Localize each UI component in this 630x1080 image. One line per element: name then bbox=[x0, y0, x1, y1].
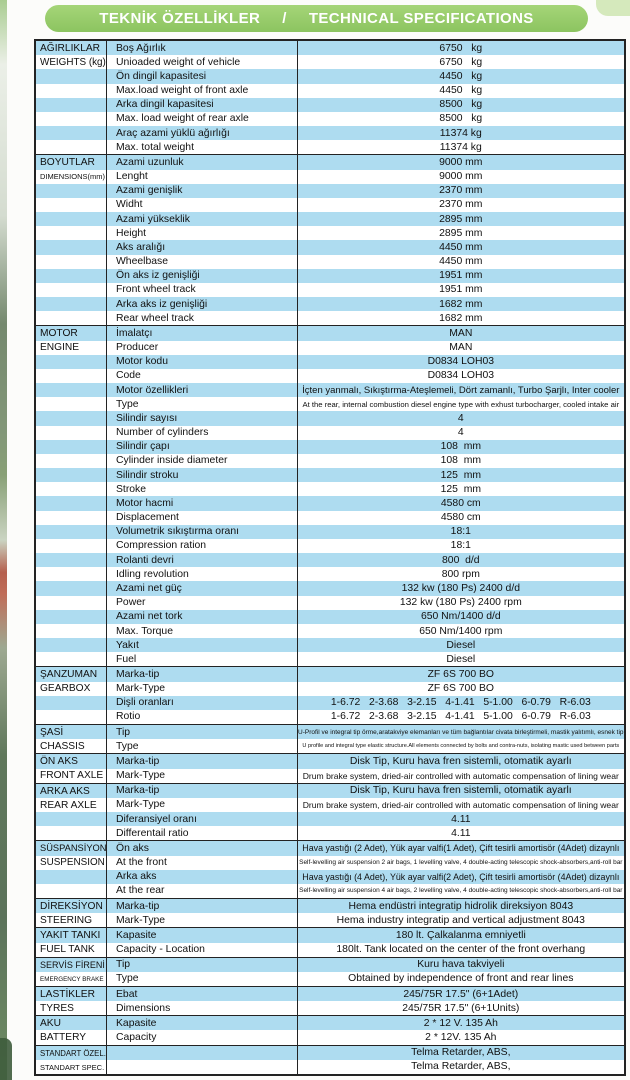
category-name-turkish: ŞASİ bbox=[40, 727, 64, 738]
spec-row bbox=[36, 784, 624, 798]
section-rows bbox=[36, 958, 624, 986]
parameter-cell: Max. Torque bbox=[106, 624, 298, 638]
parameter-cell: Kapasite bbox=[106, 928, 298, 942]
value-cell: ZF 6S 700 BO bbox=[427, 683, 494, 695]
scan-edge-artifact bbox=[0, 0, 7, 1080]
parameter-cell: Rolanti devri bbox=[106, 553, 298, 567]
spec-row bbox=[36, 553, 624, 567]
parameter-cell: Kapasite bbox=[106, 1016, 298, 1030]
value-cell: 2370 mm bbox=[439, 199, 483, 211]
parameter-cell: Marka-tip bbox=[106, 667, 298, 681]
parameter-cell bbox=[106, 1060, 298, 1074]
value-cell: 125 mm bbox=[440, 469, 481, 481]
parameter-cell: Volumetrik sıkıştırma oranı bbox=[106, 525, 298, 539]
spec-row bbox=[36, 140, 624, 154]
spec-row bbox=[36, 1016, 624, 1030]
value-cell: ZF 6S 700 BO bbox=[427, 668, 494, 680]
section-rows bbox=[36, 841, 624, 898]
value-cell: 800 d/d bbox=[442, 554, 480, 566]
spec-row bbox=[36, 987, 624, 1001]
value-cell: 18:1 bbox=[450, 540, 471, 552]
parameter-cell: Azami uzunluk bbox=[106, 155, 298, 169]
spec-row bbox=[36, 812, 624, 826]
category-name-turkish: STANDART ÖZEL. bbox=[40, 1048, 106, 1058]
parameter-cell: Dişli oranları bbox=[106, 696, 298, 710]
value-cell: 650 Nm/1400 rpm bbox=[419, 625, 503, 637]
parameter-cell: Mark-Type bbox=[106, 913, 298, 927]
spec-section bbox=[36, 325, 624, 666]
category-cell bbox=[36, 725, 106, 754]
value-cell: 2370 mm bbox=[439, 185, 483, 197]
value-cell: U-Profil ve integral tip örme,aratakviye elemanları ve tüm bağlantılar civata birleştirmeli, mastik yalıtımlı, esnek tip bbox=[298, 728, 624, 736]
value-cell: 245/75R 17.5" (6+1Units) bbox=[402, 1002, 520, 1014]
value-cell: Self-levelling air suspension 4 air bags, 2 levelling valve, 4 double-acting telescopic shock-absorbers,anti-roll bar bbox=[299, 887, 623, 895]
category-name-turkish: MOTOR bbox=[40, 328, 78, 340]
value-cell: 4450 kg bbox=[439, 85, 483, 97]
spec-row bbox=[36, 539, 624, 553]
spec-row bbox=[36, 739, 624, 753]
spec-row bbox=[36, 667, 624, 681]
spec-row bbox=[36, 468, 624, 482]
category-name-turkish: ARKA AKS bbox=[40, 785, 90, 797]
spec-row bbox=[36, 55, 624, 69]
spec-row bbox=[36, 682, 624, 696]
category-name-turkish: BOYUTLAR bbox=[40, 157, 95, 169]
category-cell bbox=[36, 41, 106, 70]
value-cell: 1682 mm bbox=[439, 298, 483, 310]
spec-row bbox=[36, 269, 624, 283]
category-cell bbox=[36, 1046, 106, 1075]
value-cell: Hema endüstri integratip hidrolik direksiyon 8043 bbox=[348, 900, 574, 912]
spec-row bbox=[36, 710, 624, 724]
value-cell: 125 mm bbox=[440, 483, 481, 495]
parameter-cell: Marka-tip bbox=[106, 899, 298, 913]
section-rows bbox=[36, 725, 624, 753]
parameter-cell: Producer bbox=[106, 341, 298, 355]
value-cell: Kuru hava takviyeli bbox=[417, 959, 505, 971]
spec-row bbox=[36, 496, 624, 510]
category-name-english: CHASSIS bbox=[40, 740, 85, 752]
value-cell: 9000 mm bbox=[439, 171, 483, 183]
value-cell: 11374 kg bbox=[439, 127, 482, 139]
spec-section bbox=[36, 666, 624, 724]
category-cell bbox=[36, 958, 106, 987]
category-name-english: STEERING bbox=[40, 914, 93, 926]
category-name-english: STANDART SPEC. bbox=[40, 1062, 105, 1072]
spec-section bbox=[36, 840, 624, 898]
spec-row bbox=[36, 426, 624, 440]
spec-row bbox=[36, 610, 624, 624]
spec-row bbox=[36, 212, 624, 226]
parameter-cell: Lenght bbox=[106, 170, 298, 184]
value-cell: Disk Tip, Kuru hava fren sistemli, otomatik ayarlı bbox=[349, 755, 572, 767]
spec-row bbox=[36, 913, 624, 927]
spec-row bbox=[36, 826, 624, 840]
parameter-cell: İmalatçı bbox=[106, 326, 298, 340]
value-cell: 2 * 12V. 135 Ah bbox=[425, 1032, 497, 1044]
value-cell: 4580 cm bbox=[440, 512, 481, 524]
spec-row bbox=[36, 69, 624, 83]
spec-row bbox=[36, 525, 624, 539]
value-cell: MAN bbox=[449, 342, 473, 354]
spec-row bbox=[36, 126, 624, 140]
parameter-cell: Silindir çapı bbox=[106, 440, 298, 454]
value-cell: MAN bbox=[449, 327, 473, 339]
value-cell: Drum brake system, dried-air controlled with automatic compensation of lining wear bbox=[302, 799, 619, 810]
value-cell: Hema industry integratip and vertical adjustment 8043 bbox=[336, 914, 585, 926]
parameter-cell: Ön aks iz genişliği bbox=[106, 269, 298, 283]
spec-section bbox=[36, 898, 624, 927]
value-cell: İçten yanmalı, Sıkıştırma-Ateşlemeli, Dört zamanlı, Turbo Şarjlı, Inter cooler bbox=[302, 384, 620, 396]
category-cell bbox=[36, 754, 106, 783]
parameter-cell: Fuel bbox=[106, 652, 298, 666]
value-cell: 800 rpm bbox=[441, 568, 480, 580]
section-rows bbox=[36, 1016, 624, 1044]
parameter-cell: At the rear bbox=[106, 884, 298, 898]
value-cell: 18:1 bbox=[450, 526, 471, 538]
category-name-turkish: SERVİS FİRENİ bbox=[40, 959, 105, 970]
parameter-cell bbox=[106, 1046, 298, 1060]
value-cell: 4450 mm bbox=[439, 256, 483, 268]
category-name-turkish: AĞIRLIKLAR bbox=[40, 43, 101, 54]
value-cell: 11374 kg bbox=[439, 141, 482, 153]
parameter-cell: Azami net tork bbox=[106, 610, 298, 624]
spec-row bbox=[36, 884, 624, 898]
category-name-english: GEARBOX bbox=[40, 683, 91, 695]
value-cell: 180lt. Tank located on the center of the front overhang bbox=[336, 944, 586, 956]
category-cell bbox=[36, 667, 106, 696]
value-cell: Drum brake system, dried-air controlled with automatic compensation of lining wear bbox=[302, 770, 619, 781]
category-cell bbox=[36, 841, 106, 870]
value-cell: 1-6.72 2-3.68 3-2.15 4-1.41 5-1.00 6-0.79 R-6.03 bbox=[330, 697, 591, 709]
spec-row bbox=[36, 326, 624, 340]
spec-row bbox=[36, 482, 624, 496]
value-cell: 4 bbox=[457, 427, 464, 439]
spec-row bbox=[36, 184, 624, 198]
section-rows bbox=[36, 155, 624, 325]
parameter-cell: Idling revolution bbox=[106, 567, 298, 581]
section-rows bbox=[36, 754, 624, 782]
value-cell: Disk Tip, Kuru hava fren sistemli, otomatik ayarlı bbox=[349, 785, 572, 797]
spec-section bbox=[36, 154, 624, 325]
value-cell: 108 mm bbox=[440, 441, 481, 453]
parameter-cell: Arka aks bbox=[106, 870, 298, 884]
value-cell: 4 bbox=[457, 412, 464, 424]
spec-row bbox=[36, 383, 624, 397]
value-cell: Hava yastığı (2 Adet), Yük ayar valfi(1 Adet), Çift tesirli amortisör (4Adet) dizaynlı bbox=[302, 843, 620, 854]
parameter-cell: Tip bbox=[106, 958, 298, 972]
parameter-cell: Yakıt bbox=[106, 638, 298, 652]
parameter-cell: Wheelbase bbox=[106, 255, 298, 269]
category-cell bbox=[36, 155, 106, 184]
parameter-cell: Aks aralığı bbox=[106, 240, 298, 254]
parameter-cell: Motor kodu bbox=[106, 355, 298, 369]
section-rows bbox=[36, 41, 624, 154]
spec-row bbox=[36, 972, 624, 986]
parameter-cell: Motor özellikleri bbox=[106, 383, 298, 397]
value-cell: 4450 mm bbox=[439, 241, 483, 253]
category-name-english: BATTERY bbox=[40, 1032, 87, 1044]
parameter-cell: Diferansiyel oranı bbox=[106, 812, 298, 826]
spec-row bbox=[36, 397, 624, 411]
parameter-cell: Max. total weight bbox=[106, 140, 298, 154]
spec-row bbox=[36, 870, 624, 884]
spec-row bbox=[36, 596, 624, 610]
spec-row bbox=[36, 98, 624, 112]
category-name-turkish: YAKIT TANKI bbox=[40, 930, 101, 942]
spec-row bbox=[36, 696, 624, 710]
parameter-cell: Stroke bbox=[106, 482, 298, 496]
spec-row bbox=[36, 1001, 624, 1015]
parameter-cell: Arka aks iz genişliği bbox=[106, 297, 298, 311]
parameter-cell: Power bbox=[106, 596, 298, 610]
spec-row bbox=[36, 581, 624, 595]
parameter-cell: Silindir sayısı bbox=[106, 411, 298, 425]
parameter-cell: Type bbox=[106, 739, 298, 753]
parameter-cell: Dimensions bbox=[106, 1001, 298, 1015]
value-cell: 8500 kg bbox=[439, 99, 483, 111]
spec-row bbox=[36, 240, 624, 254]
spec-row bbox=[36, 899, 624, 913]
title-separator: / bbox=[282, 10, 287, 27]
parameter-cell: Azami yükseklik bbox=[106, 212, 298, 226]
category-cell bbox=[36, 987, 106, 1016]
parameter-cell: Front wheel track bbox=[106, 283, 298, 297]
spec-row bbox=[36, 1060, 624, 1074]
value-cell: 1682 mm bbox=[439, 312, 483, 324]
spec-row bbox=[36, 454, 624, 468]
category-name-english: REAR AXLE bbox=[40, 799, 97, 811]
category-name-english: SUSPENSION bbox=[40, 857, 105, 869]
parameter-cell: Marka-tip bbox=[106, 784, 298, 798]
category-name-turkish: ŞANZUMAN bbox=[40, 669, 98, 681]
spec-section bbox=[36, 927, 624, 956]
title-turkish: TEKNİK ÖZELLİKLER bbox=[99, 10, 261, 27]
section-rows bbox=[36, 784, 624, 841]
value-cell: 4450 kg bbox=[439, 70, 483, 82]
spec-row bbox=[36, 943, 624, 957]
parameter-cell: Code bbox=[106, 369, 298, 383]
spec-row bbox=[36, 1030, 624, 1044]
parameter-cell: Rotio bbox=[106, 710, 298, 724]
category-name-turkish: ÖN AKS bbox=[40, 756, 78, 768]
category-cell bbox=[36, 899, 106, 928]
parameter-cell: Araç azami yüklü ağırlığı bbox=[106, 126, 298, 140]
spec-row bbox=[36, 440, 624, 454]
parameter-cell: Height bbox=[106, 226, 298, 240]
spec-row bbox=[36, 638, 624, 652]
parameter-cell: Widht bbox=[106, 198, 298, 212]
value-cell: U profile and integral type elastic structure.All elements connected by bolts and contra-nuts, isolating mastic used between parts bbox=[302, 743, 620, 750]
spec-row bbox=[36, 311, 624, 325]
category-name-english: DIMENSIONS(mm) bbox=[40, 172, 105, 182]
value-cell: 2 * 12 V. 135 Ah bbox=[423, 1017, 498, 1029]
category-name-english: EMERGENCY BRAKE bbox=[40, 975, 104, 983]
section-rows bbox=[36, 928, 624, 956]
value-cell: 1951 mm bbox=[439, 284, 483, 296]
spec-section bbox=[36, 724, 624, 753]
spec-section bbox=[36, 41, 624, 154]
spec-row bbox=[36, 928, 624, 942]
spec-row bbox=[36, 725, 624, 739]
parameter-cell: Ön aks bbox=[106, 841, 298, 855]
parameter-cell: Capacity - Location bbox=[106, 943, 298, 957]
section-rows bbox=[36, 1046, 624, 1074]
parameter-cell: Ön dingil kapasitesi bbox=[106, 69, 298, 83]
value-cell: 132 kw (180 Ps) 2400 d/d bbox=[401, 583, 520, 594]
spec-row bbox=[36, 511, 624, 525]
spec-row bbox=[36, 841, 624, 855]
title-banner bbox=[45, 5, 588, 32]
spec-section bbox=[36, 753, 624, 782]
parameter-cell: At the front bbox=[106, 856, 298, 870]
parameter-cell: Type bbox=[106, 972, 298, 986]
spec-row bbox=[36, 798, 624, 812]
value-cell: 6750 kg bbox=[439, 42, 483, 54]
spec-section bbox=[36, 1015, 624, 1044]
parameter-cell: Mark-Type bbox=[106, 798, 298, 812]
value-cell: 2895 mm bbox=[439, 213, 483, 225]
spec-row bbox=[36, 411, 624, 425]
parameter-cell: Mark-Type bbox=[106, 769, 298, 783]
value-cell: At the rear, internal combustion diesel engine type with exhust turbocharger, cooled intake air bbox=[302, 399, 620, 409]
category-cell bbox=[36, 784, 106, 813]
scan-corner-artifact-top-right bbox=[596, 0, 630, 16]
value-cell: 1951 mm bbox=[439, 270, 483, 282]
value-cell: 2895 mm bbox=[439, 227, 483, 239]
section-rows bbox=[36, 987, 624, 1015]
spec-row bbox=[36, 769, 624, 783]
spec-section bbox=[36, 1045, 624, 1074]
spec-row bbox=[36, 112, 624, 126]
parameter-cell: Marka-tip bbox=[106, 754, 298, 768]
value-cell: 132 kw (180 Ps) 2400 rpm bbox=[399, 597, 522, 609]
spec-row bbox=[36, 624, 624, 638]
category-name-english: TYRES bbox=[40, 1002, 74, 1014]
spec-row bbox=[36, 283, 624, 297]
spec-row bbox=[36, 84, 624, 98]
value-cell: Hava yastığı (4 Adet), Yük ayar valfi(2 Adet), Çift tesirli amortisör (4Adet) dizaynlı bbox=[302, 871, 620, 882]
value-cell: 8500 kg bbox=[439, 113, 483, 125]
spec-row bbox=[36, 355, 624, 369]
value-cell: 4580 cm bbox=[440, 497, 481, 509]
category-name-english: FUEL TANK bbox=[40, 944, 95, 956]
parameter-cell: Max.load weight of front axle bbox=[106, 84, 298, 98]
title-english: TECHNICAL SPECIFICATIONS bbox=[308, 10, 534, 27]
category-cell bbox=[36, 1016, 106, 1045]
category-name-english: ENGINE bbox=[40, 342, 80, 354]
value-cell: 650 Nm/1400 d/d bbox=[420, 611, 501, 623]
spec-row bbox=[36, 41, 624, 55]
section-rows bbox=[36, 667, 624, 724]
parameter-cell: Mark-Type bbox=[106, 682, 298, 696]
parameter-cell: Azami net güç bbox=[106, 581, 298, 595]
parameter-cell: Arka dingil kapasitesi bbox=[106, 98, 298, 112]
parameter-cell: Azami genişlik bbox=[106, 184, 298, 198]
parameter-cell: Capacity bbox=[106, 1030, 298, 1044]
value-cell: Self-levelling air suspension 2 air bags, 1 levelling valve, 4 double-acting telescopic shock-absorbers,anti-roll bar bbox=[299, 859, 623, 867]
spec-row bbox=[36, 369, 624, 383]
value-cell: Diesel bbox=[446, 639, 476, 651]
category-name-turkish: LASTİKLER bbox=[40, 988, 95, 1000]
parameter-cell: Rear wheel track bbox=[106, 311, 298, 325]
value-cell: 4.11 bbox=[451, 827, 471, 839]
category-name-turkish: AKU bbox=[40, 1018, 61, 1030]
parameter-cell: Compression ration bbox=[106, 539, 298, 553]
category-cell bbox=[36, 326, 106, 355]
value-cell: Obtained by independence of front and rear lines bbox=[348, 973, 574, 985]
category-name-turkish: SÜSPANSİYON bbox=[40, 843, 106, 854]
value-cell: 1-6.72 2-3.68 3-2.15 4-1.41 5-1.00 6-0.79 R-6.03 bbox=[330, 711, 591, 723]
scan-corner-artifact-bottom-left bbox=[0, 1038, 12, 1080]
category-cell bbox=[36, 928, 106, 957]
spec-row bbox=[36, 754, 624, 768]
parameter-cell: Tip bbox=[106, 725, 298, 739]
value-cell: 9000 mm bbox=[439, 156, 483, 168]
value-cell: 4.11 bbox=[451, 813, 471, 825]
section-rows bbox=[36, 899, 624, 927]
spec-section bbox=[36, 957, 624, 986]
spec-row bbox=[36, 170, 624, 184]
value-cell: 180 lt. Çalkalanma emniyetli bbox=[395, 929, 526, 941]
specifications-table bbox=[34, 39, 626, 1076]
parameter-cell: Max. load weight of rear axle bbox=[106, 112, 298, 126]
parameter-cell: Boş Ağırlık bbox=[106, 41, 298, 55]
parameter-cell: Displacement bbox=[106, 511, 298, 525]
category-name-english: WEIGHTS (kg) bbox=[40, 56, 106, 68]
section-rows bbox=[36, 326, 624, 666]
spec-row bbox=[36, 155, 624, 169]
spec-row bbox=[36, 856, 624, 870]
spec-row bbox=[36, 567, 624, 581]
spec-row bbox=[36, 297, 624, 311]
value-cell: Diesel bbox=[446, 653, 476, 665]
value-cell: D0834 LOH03 bbox=[427, 356, 495, 368]
spec-row bbox=[36, 652, 624, 666]
value-cell: Telma Retarder, ABS, bbox=[411, 1061, 511, 1073]
value-cell: D0834 LOH03 bbox=[427, 370, 495, 382]
category-name-turkish: DİREKSİYON bbox=[40, 901, 103, 912]
parameter-cell: Number of cylinders bbox=[106, 426, 298, 440]
spec-row bbox=[36, 255, 624, 269]
category-name-english: FRONT AXLE bbox=[40, 770, 104, 782]
spec-row bbox=[36, 1046, 624, 1060]
spec-row bbox=[36, 226, 624, 240]
parameter-cell: Ebat bbox=[106, 987, 298, 1001]
spec-row bbox=[36, 198, 624, 212]
spec-row bbox=[36, 958, 624, 972]
parameter-cell: Silindir stroku bbox=[106, 468, 298, 482]
value-cell: 245/75R 17.5" (6+1Adet) bbox=[403, 988, 519, 1000]
parameter-cell: Differentail ratio bbox=[106, 826, 298, 840]
value-cell: Telma Retarder, ABS, bbox=[411, 1047, 511, 1059]
spec-row bbox=[36, 341, 624, 355]
parameter-cell: Type bbox=[106, 397, 298, 411]
parameter-cell: Unioaded weight of vehicle bbox=[106, 55, 298, 69]
value-cell: 108 mm bbox=[440, 455, 481, 467]
parameter-cell: Cylinder inside diameter bbox=[106, 454, 298, 468]
spec-section bbox=[36, 783, 624, 841]
spec-section bbox=[36, 986, 624, 1015]
parameter-cell: Motor hacmi bbox=[106, 496, 298, 510]
value-cell: 6750 kg bbox=[439, 56, 483, 68]
